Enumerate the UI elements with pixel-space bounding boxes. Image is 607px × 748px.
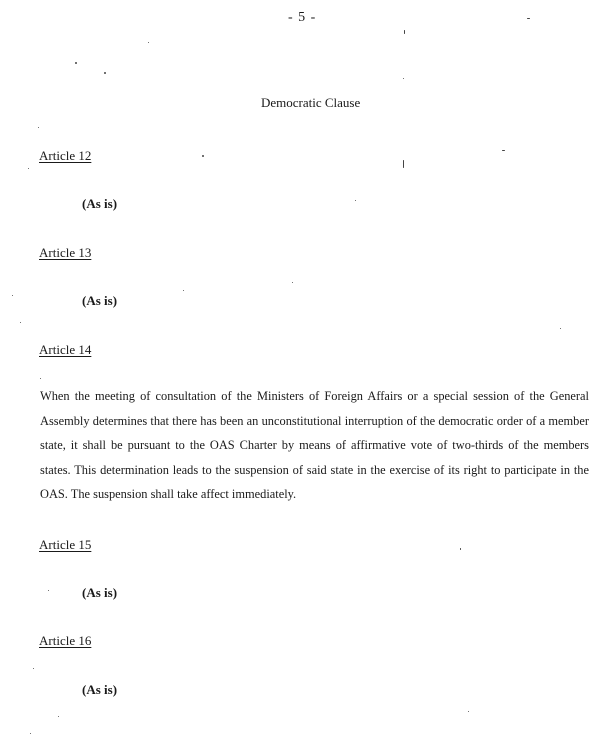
article-13-text: (As is) — [82, 293, 118, 308]
article-12-text: (As is) — [82, 196, 118, 211]
article-14-body: When the meeting of consultation of the Ministers of Foreign Affairs or a special session of the General Assembly determines that there has been an unconstitutional interruption of the democratic order of a member state, it shall be pursuant to the OAS Charter by means of affirmative vote of two-thirds of the members states. This determination leads to the suspension of said state in the exercise of its right to participate in the OAS. The suspension shall take affect immediately. — [40, 389, 589, 502]
page-number: - 5 - — [288, 10, 317, 25]
article-15-text: (As is) — [82, 585, 118, 600]
section-title: Democratic Clause — [261, 95, 361, 110]
article-15-heading: Article 15 — [39, 537, 92, 552]
article-12-heading: Article 12 — [39, 148, 92, 163]
article-14-heading: Article 14 — [39, 342, 92, 357]
article-16-text: (As is) — [82, 682, 118, 697]
article-13-heading: Article 13 — [39, 245, 92, 260]
article-16-heading: Article 16 — [39, 633, 92, 648]
